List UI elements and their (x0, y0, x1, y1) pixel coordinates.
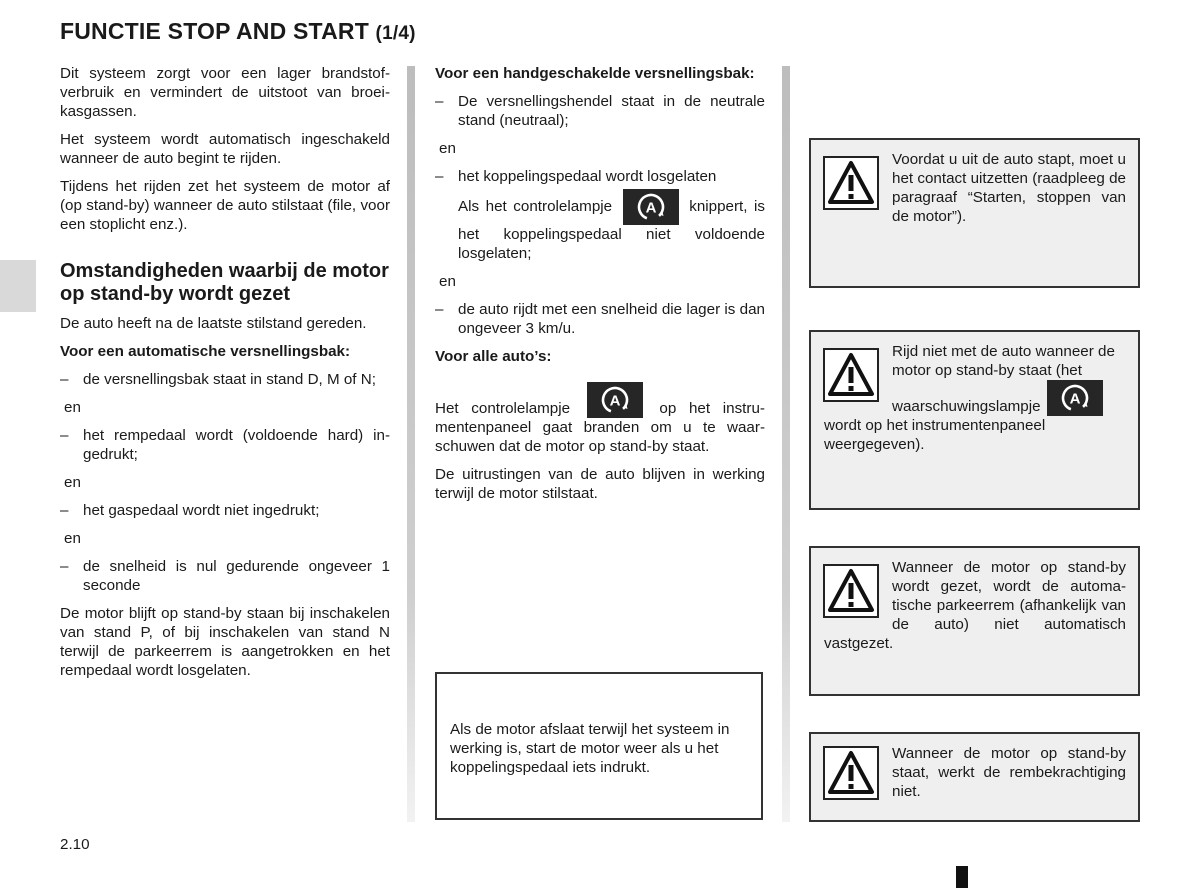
paragraph: Tijdens het rijden zet het systeem de motor af (op stand-by) wanneer de auto stilstaat (file, voor een stoplicht enz.). (60, 178, 390, 233)
warning-box (809, 546, 1140, 696)
column-divider (407, 66, 415, 822)
info-box (435, 672, 763, 820)
auto-stop-lamp-icon (587, 382, 643, 418)
list-item: – de versnellingsbak staat in stand D, M of N; (60, 371, 376, 388)
column-1 (60, 64, 390, 689)
paragraph: Het systeem wordt automatisch ingeschakeld wanneer de auto begint te rijden. (60, 131, 390, 167)
auto-stop-lamp-icon (1047, 380, 1103, 416)
column-divider (782, 66, 790, 822)
info-box-text: Als de motor afslaat terwijl het systeem in werking is, start de motor weer als u het koppelingspedaal iets indrukt. (450, 721, 730, 776)
subheading: Voor alle auto’s: (435, 348, 552, 365)
paragraph: Het controlelampje A op het instrumentenpaneel gaat branden om u te waarschuwen dat de motor op stand-by staat. (435, 382, 765, 456)
paragraph: Dit systeem zorgt voor een lager brandstofverbruik en vermindert de uitstoot van broeikasgassen. (60, 65, 390, 120)
auto-stop-lamp-icon (623, 189, 679, 225)
list-item-note: Als het controlelampje A knippert, is het koppelingspedaal niet voldoende losgelaten; (458, 189, 765, 263)
column-2 (435, 64, 765, 512)
svg-text:A: A (645, 199, 657, 217)
warning-box (809, 330, 1140, 510)
page-part: (1/4) (375, 23, 416, 44)
warning-text: Rijd niet met de auto wanneer de motor op stand-by staat (het waarschuwingslampje A wordt op het instrumentenpaneel weergegeven). (824, 343, 1115, 453)
warning-text: Wanneer de motor op stand-by staat, werkt de rembekrachtiging niet. (892, 745, 1126, 800)
list-item: – de snelheid is nul gedurende ongeveer 1 seconde (60, 558, 390, 594)
list-connector: en (439, 140, 456, 157)
warning-box (809, 138, 1140, 288)
section-tab-marker (0, 260, 36, 312)
list-item: – het rempedaal wordt (voldoende hard) ingedrukt; (60, 427, 390, 463)
svg-text:A: A (609, 392, 621, 410)
paragraph: De uitrustingen van de auto blijven in werking terwijl de motor stilstaat. (435, 466, 765, 502)
subheading: Voor een automatische versnellingsbak: (60, 343, 351, 360)
subheading: Voor een handgeschakelde versnellingsbak: (435, 65, 755, 82)
list-item: – het gaspedaal wordt niet ingedrukt; (60, 502, 320, 519)
warning-text: Voordat u uit de auto stapt, moet u het contact uitzetten (raadpleeg de paragraaf “Starten, stoppen van de motor”). (892, 151, 1126, 225)
page-title (60, 18, 416, 45)
list-item: – het koppelingspedaal wordt losgelaten (435, 168, 717, 185)
warning-box (809, 732, 1140, 822)
page-title-text: FUNCTIE STOP AND START (60, 18, 369, 44)
warning-text: Wanneer de motor op stand-by wordt gezet, wordt de automatische parkeerrem (afhankelijk van de auto) niet automatisch vastgezet. (824, 559, 1126, 652)
section-heading: Omstandigheden waarbij de motor op stand-by wordt gezet (60, 260, 389, 305)
paragraph: De auto heeft na de laatste stilstand gereden. (60, 315, 367, 332)
list-connector: en (439, 273, 456, 290)
list-item: – De versnellingshendel staat in de neutrale stand (neutraal); (435, 93, 765, 129)
page-number: 2.10 (60, 836, 90, 853)
svg-text:A: A (1069, 390, 1081, 408)
list-connector: en (64, 399, 81, 416)
list-item: – de auto rijdt met een snelheid die lager is dan ongeveer 3 km/u. (435, 301, 765, 337)
list-connector: en (64, 530, 81, 547)
page-edge-marker (956, 866, 968, 888)
paragraph: De motor blijft op stand-by staan bij inschakelen van stand P, of bij inschakelen van stand N terwijl de parkeerrem is aangetrokken en het rempedaal wordt losgelaten. (60, 605, 390, 679)
list-connector: en (64, 474, 81, 491)
